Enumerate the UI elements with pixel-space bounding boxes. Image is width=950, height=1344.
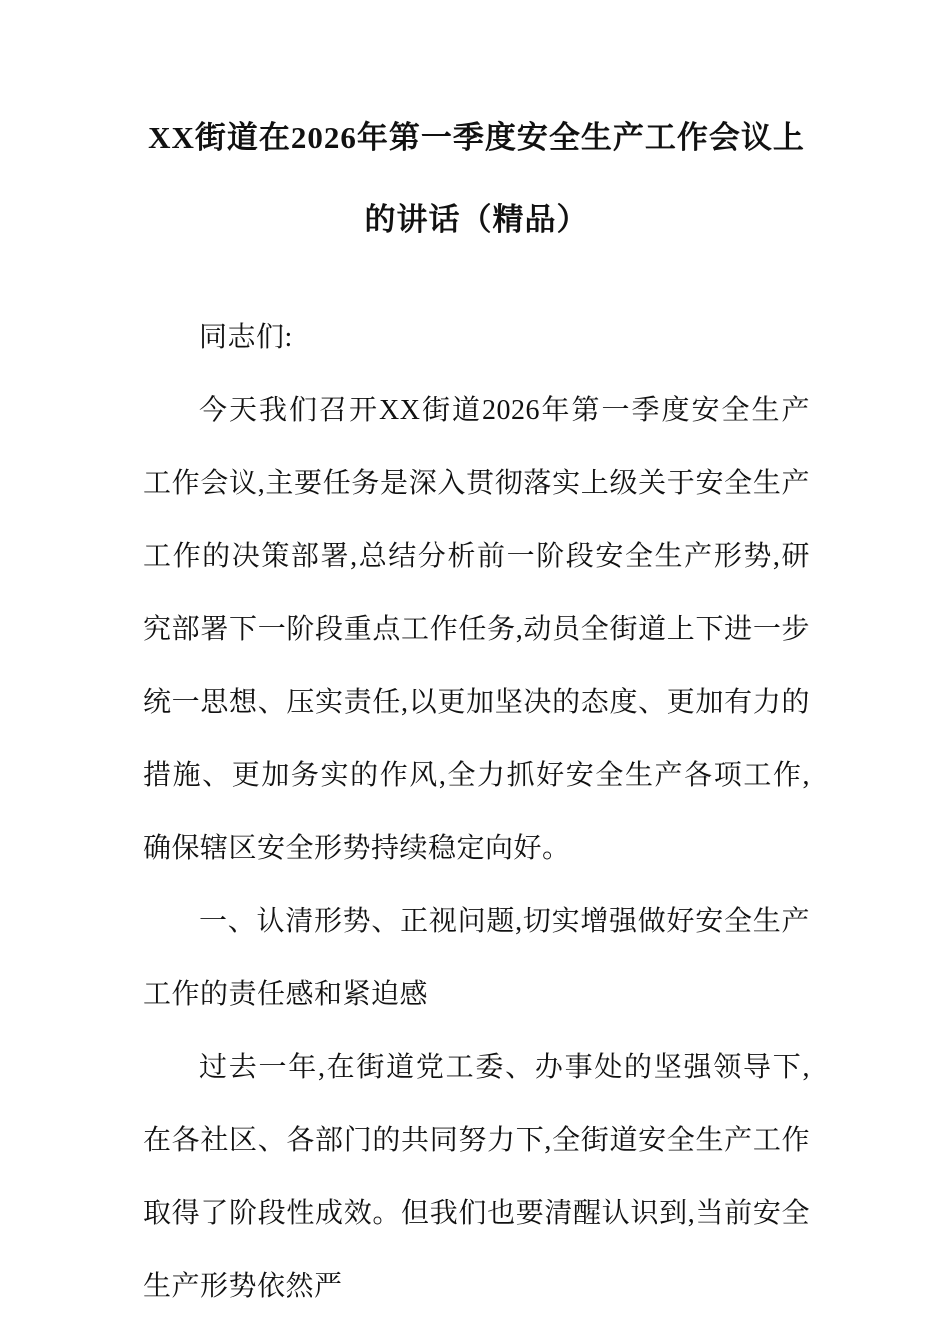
paragraph-salutation: 同志们: [199,322,293,353]
paragraph-section-heading: 一、认清形势、正视问题,切实增强做好安全生产工作的责任感和紧迫感 [143,906,810,1010]
document-content [143,0,810,1323]
paragraph-intro: 今天我们召开XX街道2026年第一季度安全生产工作会议,主要任务是深入贯彻落实上级关于安全生产工作的决策部署,总结分析前一阶段安全生产形势,研究部署下一阶段重点工作任务,动员全街道上下进一步统一思想、压实责任,以更加坚决的态度、更加有力的措施、更加务实的作风,全力抓好安全生产各项工作,确保辖区安全形势持续稳定向好。 [143,395,810,864]
document-body [143,301,810,1323]
paragraph-section-body: 过去一年,在街道党工委、办事处的坚强领导下,在各社区、各部门的共同努力下,全街道安全生产工作取得了阶段性成效。但我们也要清醒认识到,当前安全生产形势依然严 [143,1052,810,1302]
document-title: XX街道在2026年第一季度安全生产工作会议上的讲话（精品） [148,120,805,237]
